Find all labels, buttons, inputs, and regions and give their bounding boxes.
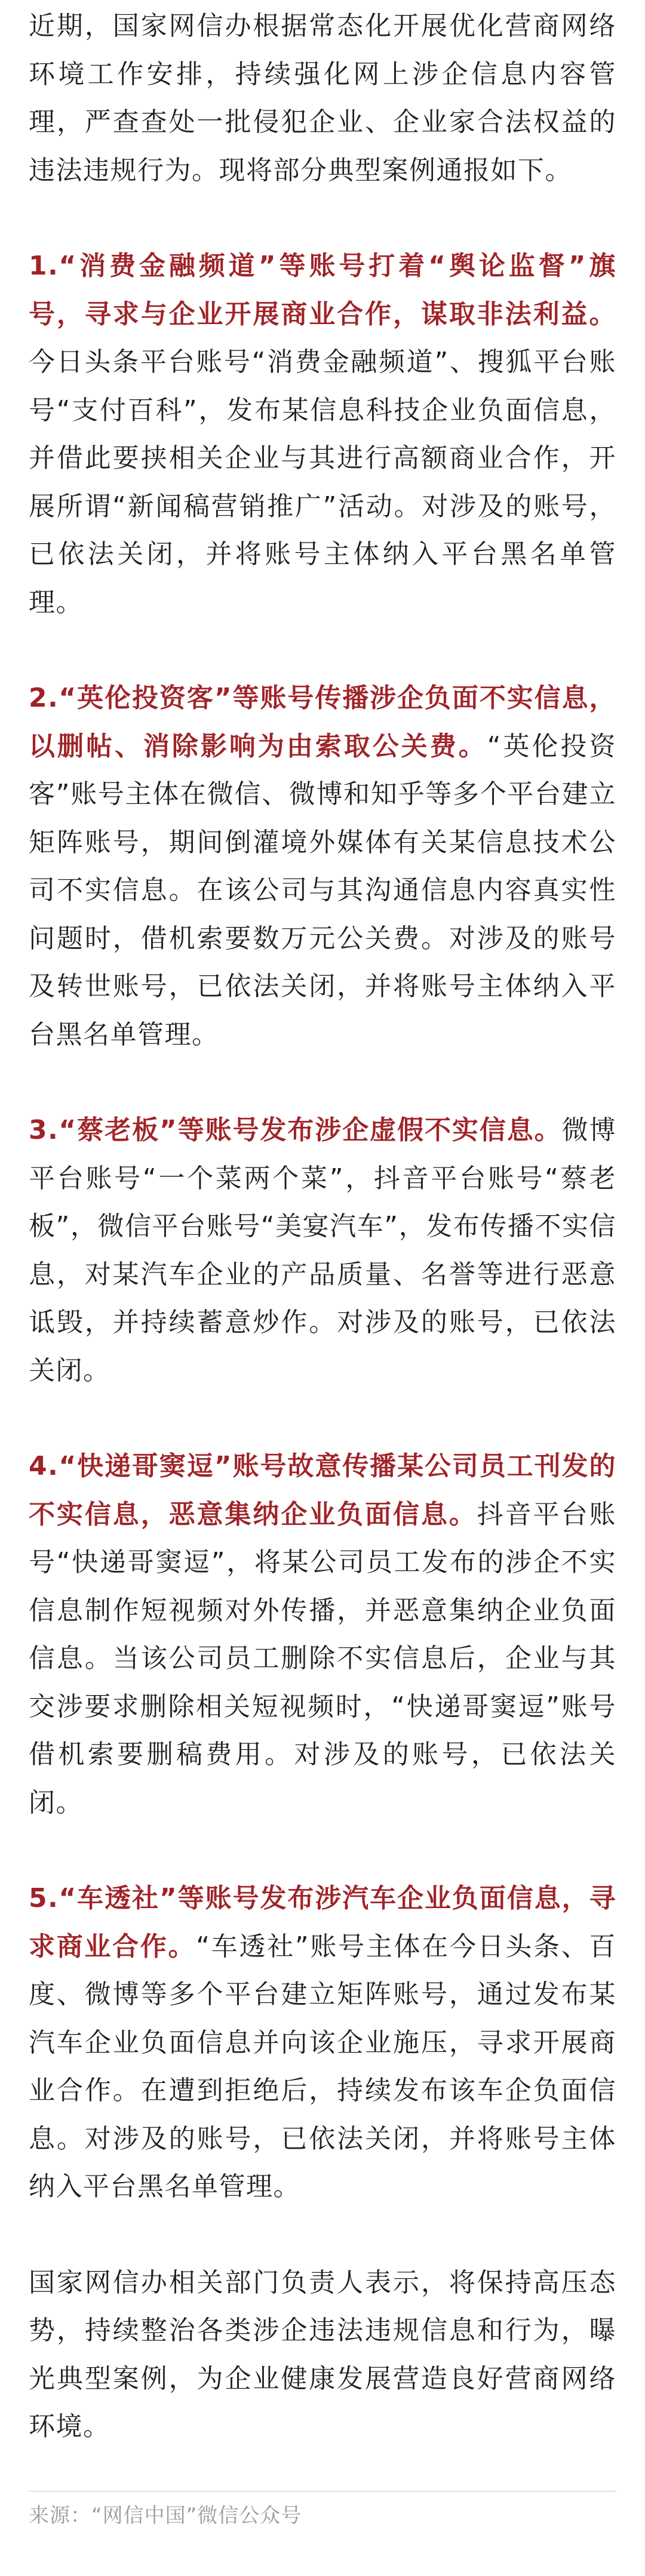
intro-paragraph: 近期，国家网信办根据常态化开展优化营商网络环境工作安排，持续强化网上涉企信息内容管理，严查查处一批侵犯企业、企业家合法权益的违法违规行为。现将部分典型案例通报如下。: [29, 11, 616, 186]
case-heading-3: 3.“蔡老板”等账号发布涉企虚假不实信息。: [29, 1115, 562, 1145]
case-paragraph-4: [29, 1443, 616, 1827]
case-heading-5: 5.“车透社”等账号发布涉汽车企业负面信息，寻求商业合作。: [29, 1883, 616, 1962]
case-heading-4: 4.“快递哥窦逗”账号故意传播某公司员工刊发的不实信息，恶意集纳企业负面信息。: [29, 1451, 616, 1530]
case-body-3: 微博平台账号“一个菜两个菜”，抖音平台账号“蔡老板”，微信平台账号“美宴汽车”，发布传播不实信息，对某汽车企业的产品质量、名誉等进行恶意诋毁，并持续蓄意炒作。对涉及的账号，已依法关闭。: [29, 1115, 616, 1386]
source-line: 来源：“网信中国”微信公众号: [29, 2503, 302, 2528]
case-paragraph-1: [29, 242, 616, 627]
case-body-1: 今日头条平台账号“消费金融频道”、搜狐平台账号“支付百科”，发布某信息科技企业负面信息，并借此要挟相关企业与其进行高额商业合作，开展所谓“新闻稿营销推广”活动。对涉及的账号，已依法关闭，并将账号主体纳入平台黑名单管理。: [29, 347, 616, 618]
case-paragraph-5: [29, 1875, 616, 2211]
case-body-5: “车透社”账号主体在今日头条、百度、微博等多个平台建立矩阵账号，通过发布某汽车企业负面信息并向该企业施压，寻求开展商业合作。在遭到拒绝后，持续发布该车企负面信息。对涉及的账号，已依法关闭，并将账号主体纳入平台黑名单管理。: [29, 1931, 617, 2202]
case-paragraph-3: [29, 1107, 616, 1395]
case-heading-1: 1.“消费金融频道”等账号打着“舆论监督”旗号，寻求与企业开展商业合作，谋取非法利益。: [29, 251, 616, 329]
case-heading-2: 2.“英伦投资客”等账号传播涉企负面不实信息，以删帖、消除影响为由索取公关费。: [29, 683, 616, 762]
case-paragraph-2: [29, 674, 616, 1059]
case-body-2: “英伦投资客”账号主体在微信、微博和知乎等多个平台建立矩阵账号，期间倒灌境外媒体有关某信息技术公司不实信息。在该公司与其沟通信息内容真实性问题时，借机索要数万元公关费。对涉及的账号及转世账号，已依法关闭，并将账号主体纳入平台黑名单管理。: [29, 731, 617, 1050]
source-divider: [29, 2491, 616, 2492]
case-body-4: 抖音平台账号“快递哥窦逗”，将某公司员工发布的涉企不实信息制作短视频对外传播，并恶意集纳企业负面信息。当该公司员工删除不实信息后，企业与其交涉要求删除相关短视频时，“快递哥窦逗”账号借机索要删稿费用。对涉及的账号，已依法关闭。: [29, 1499, 617, 1818]
closing-paragraph: 国家网信办相关部门负责人表示，将保持高压态势，持续整治各类涉企违法违规信息和行为，曝光典型案例，为企业健康发展营造良好营商网络环境。: [29, 2267, 616, 2442]
